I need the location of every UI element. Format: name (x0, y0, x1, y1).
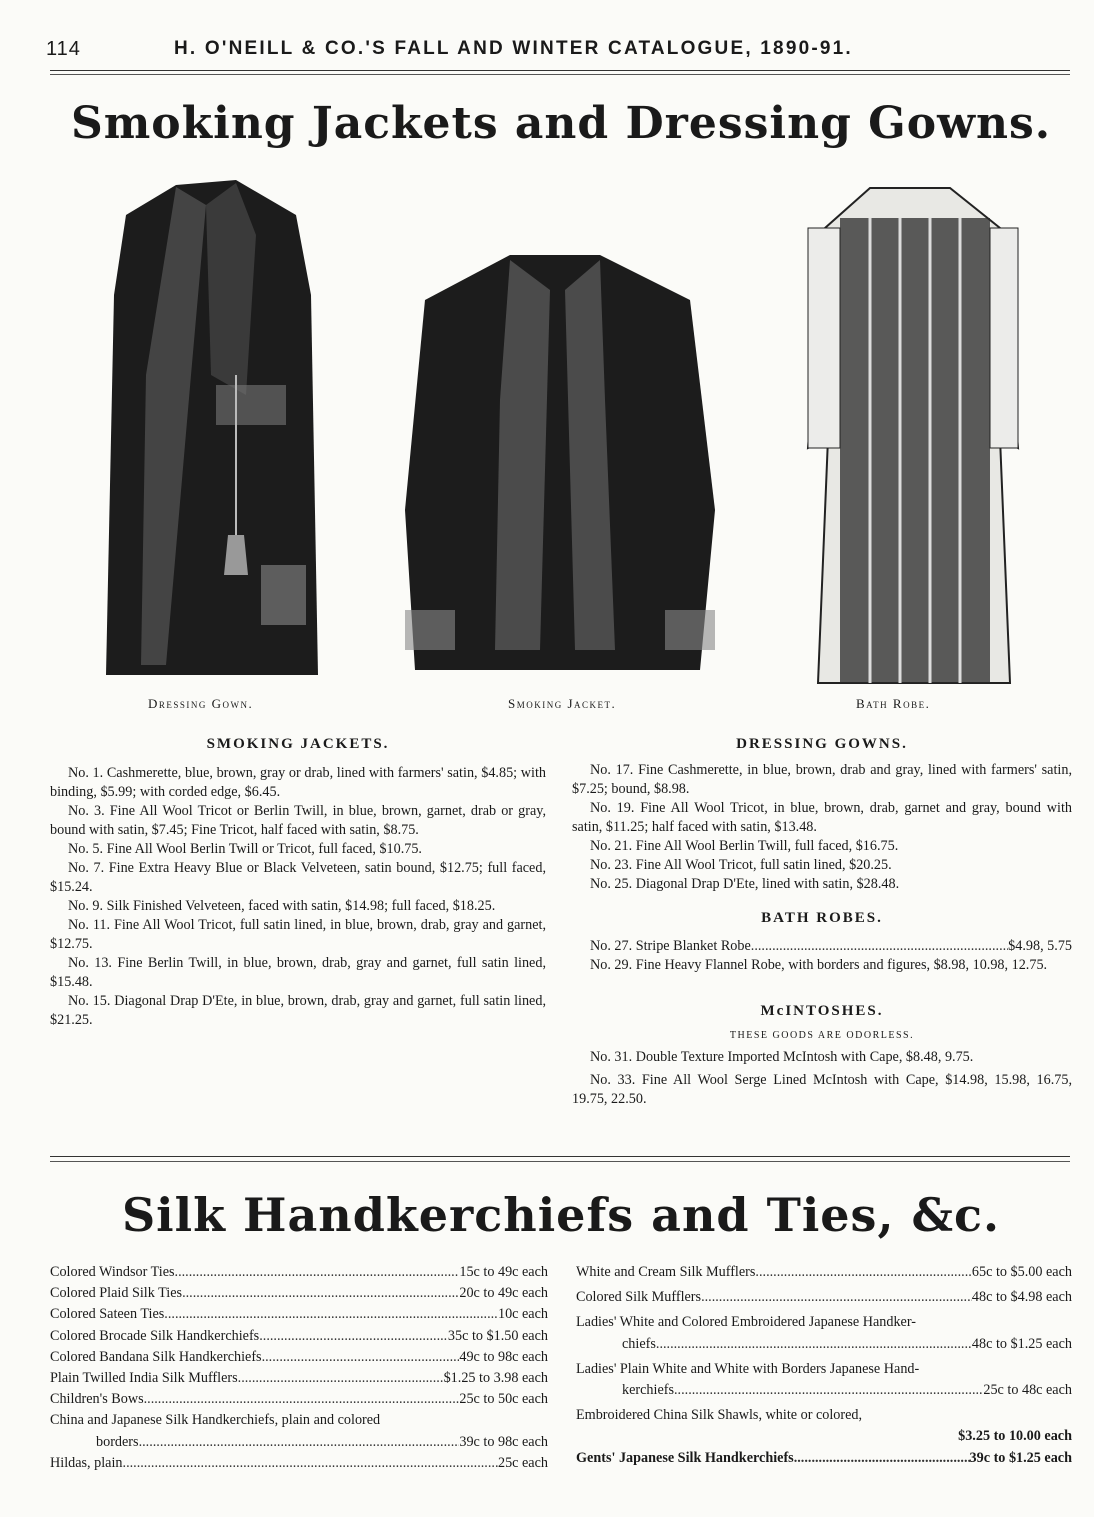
list-item: Hildas, plain ..... 25c each (50, 1453, 548, 1474)
heading-bath-robes: BATH ROBES. (761, 910, 883, 926)
list-item: No. 1. Cashmerette, blue, brown, gray or drab, lined with farmers' satin, $4.85; with binding, $5.99; with corded edge, $6.45. (50, 765, 546, 800)
list-item: No. 31. Double Texture Imported McIntosh with Cape, $8.48, 9.75. (590, 1049, 974, 1065)
list-item: No. 3. Fine All Wool Tricot or Berlin Twill, in blue, brown, garnet, drab or gray, bound with satin, $7.45; Fine Tricot, half faced with satin, $8.75. (50, 803, 546, 838)
list-item: Colored Sateen Ties ..... 10c each (50, 1304, 548, 1325)
mcintoshes-list (572, 1048, 1072, 1109)
list-item: China and Japanese Silk Handkerchiefs, plain and colored (50, 1412, 381, 1429)
list-item: Children's Bows ..... 25c to 50c each (50, 1389, 548, 1410)
handkerchiefs-left-list (50, 1262, 548, 1474)
dressing-gowns-list (572, 761, 1072, 894)
list-item: No. 25. Diagonal Drap D'Ete, lined with satin, $28.48. (590, 876, 900, 892)
list-item: No. 9. Silk Finished Velveteen, faced with satin, $14.98; full faced, $18.25. (68, 898, 496, 914)
section-divider-2 (50, 1161, 1070, 1162)
smoking-jackets-list (50, 764, 546, 1030)
list-item: No. 7. Fine Extra Heavy Blue or Black Velveteen, satin bound, $12.75; full faced, $15.24. (50, 860, 546, 895)
list-item: Colored Windsor Ties ..... 15c to 49c each (50, 1262, 548, 1283)
list-item: Colored Bandana Silk Handkerchiefs ..... 49c to 98c each (50, 1347, 548, 1368)
list-item: Colored Silk Mufflers ..... 48c to $4.98 each (576, 1287, 1072, 1308)
list-item: No. 29. Fine Heavy Flannel Robe, with borders and figures, $8.98, 10.98, 12.75. (590, 957, 1048, 973)
list-item: White and Cream Silk Mufflers ..... 65c to $5.00 each (576, 1262, 1072, 1283)
page-header (46, 36, 1076, 66)
section-divider (50, 1156, 1070, 1157)
caption-dressing-gown: Dressing Gown. (148, 696, 254, 711)
list-item: Embroidered China Silk Shawls, white or colored, (576, 1407, 863, 1424)
list-item: No. 13. Fine Berlin Twill, in blue, brown, drab, gray and garnet, full satin lined, $15.48. (50, 955, 546, 990)
list-item: No. 23. Fine All Wool Tricot, full satin lined, $20.25. (590, 857, 892, 873)
list-item: chiefs ..... 48c to $1.25 each (576, 1334, 1072, 1355)
page-number: 114 (46, 38, 81, 60)
mcintoshes-note: THESE GOODS ARE ODORLESS. (729, 1030, 915, 1041)
section-title-jackets: Smoking Jackets and Dressing Gowns. (70, 98, 1052, 149)
bath-robe-illustration (800, 178, 1025, 688)
list-item: No. 21. Fine All Wool Berlin Twill, full faced, $16.75. (590, 838, 899, 854)
list-item: No. 33. Fine All Wool Serge Lined McIntosh with Cape, $14.98, 15.98, 16.75, 19.75, 22.50. (572, 1072, 1072, 1107)
list-item: No. 11. Fine All Wool Tricot, full satin lined, in blue, brown, drab, gray and garnet, $12.75. (50, 917, 546, 952)
list-item: kerchiefs ..... 25c to 48c each (576, 1380, 1072, 1401)
section-title-handkerchiefs: Silk Handkerchiefs and Ties, &c. (121, 1188, 1001, 1242)
list-item: $3.25 to 10.00 each (958, 1428, 1072, 1445)
heading-dressing-gowns: DRESSING GOWNS. (736, 736, 908, 752)
list-item: No. 15. Diagonal Drap D'Ete, in blue, brown, drab, gray and garnet, full satin lined, $21.25. (50, 993, 546, 1028)
list-item: borders ..... 39c to 98c each (50, 1432, 548, 1453)
dressing-gown-illustration (96, 175, 328, 695)
list-item: No. 17. Fine Cashmerette, in blue, brown, drab and gray, lined with farmers' satin, $7.25; bound, $8.98. (572, 762, 1072, 797)
smoking-jacket-illustration (400, 250, 720, 680)
handkerchiefs-right-list (576, 1262, 1072, 1469)
list-item: Plain Twilled India Silk Mufflers ..... $1.25 to 3.98 each (50, 1368, 548, 1389)
caption-smoking-jacket: Smoking Jacket. (508, 696, 617, 711)
list-item: No. 19. Fine All Wool Tricot, in blue, brown, drab, garnet and gray, bound with satin, $11.25; half faced with satin, $13.48. (572, 800, 1072, 835)
list-item: Colored Plaid Silk Ties ..... 20c to 49c each (50, 1283, 548, 1304)
list-item: Colored Brocade Silk Handkerchiefs ..... 35c to $1.50 each (50, 1326, 548, 1347)
list-item: No. 27. Stripe Blanket Robe ..... $4.98, 5.75 (572, 937, 1072, 956)
list-item: Ladies' Plain White and White with Borders Japanese Hand- (576, 1360, 920, 1377)
heading-mcintoshes: McINTOSHES. (760, 1003, 884, 1019)
header-rule-2 (50, 74, 1070, 75)
running-title: H. O'NEILL & CO.'S FALL AND WINTER CATALOGUE, 1890-91. (174, 38, 853, 59)
bath-robes-list (572, 937, 1072, 975)
header-rule (50, 70, 1070, 71)
list-item: Gents' Japanese Silk Handkerchiefs ..... 39c to $1.25 each (576, 1448, 1072, 1469)
heading-smoking-jackets: SMOKING JACKETS. (206, 736, 390, 752)
list-item: Ladies' White and Colored Embroidered Japanese Handker- (576, 1314, 917, 1331)
list-item: No. 5. Fine All Wool Berlin Twill or Tricot, full faced, $10.75. (68, 841, 422, 857)
caption-bath-robe: Bath Robe. (856, 696, 931, 711)
